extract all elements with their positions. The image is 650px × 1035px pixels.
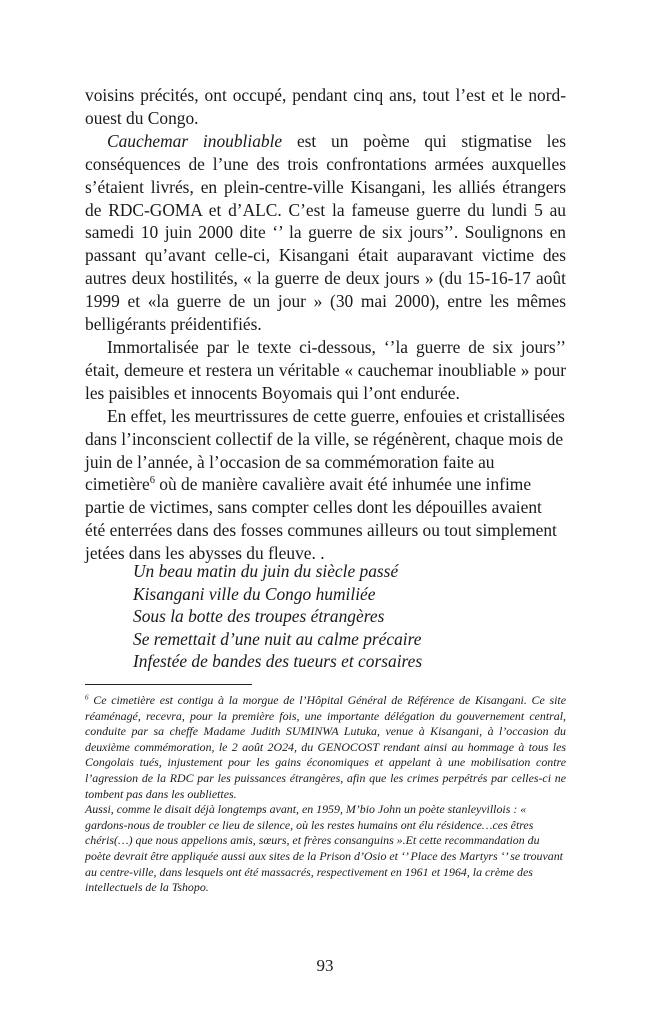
poem-excerpt <box>133 560 422 673</box>
poem-line: Kisangani ville du Congo humiliée <box>133 583 376 604</box>
paragraph-4 <box>85 405 566 565</box>
footnote <box>85 693 566 896</box>
footnote-paragraph-2: Aussi, comme le disait déjà longtemps avant, en 1959, M’bio John un poète stanleyvillois : « gardons-nous de troubler ce lieu de silence, où les restes humains ont élu résidence…ces êtres chéris(…) que nous appelions amis, sœurs, et frères consanguins ».Et cette recommandation du poète devrait être appliquée aussi aux sites de la Prison d’Osio et ‘’ Place des Martyrs ‘’ se trouvant au centre-ville, dans lesquels ont été massacrés, respectivement en 1961 et 1964, la crème des intellectuels de la Tshopo. <box>85 802 563 895</box>
footnote-reference: 6 <box>149 475 155 487</box>
poem-line: Sous la botte des troupes étrangères <box>133 606 385 627</box>
footnote-separator <box>85 684 252 685</box>
poem-line: Un beau matin du juin du siècle passé <box>133 561 399 581</box>
page-number: 93 <box>316 956 334 975</box>
poem-line: Se remettait d’une nuit au calme précaire <box>133 628 422 649</box>
paragraph-2 <box>85 130 566 336</box>
paragraph-1: voisins précités, ont occupé, pendant cinq ans, tout l’est et le nord-ouest du Congo. <box>85 85 566 128</box>
footnote-text-1: Ce cimetière est contigu à la morgue de l’Hôpital Général de Référence de Kisangani. Ce site réaménagé, recevra, pour la première fois, une importante délégation du gouvernement central, conduite par sa cheffe Madame Judith SUMINWA Lutuka, venue à Kisangani, à l’occasion du deuxième commémoration, le 2 août 2O24, du GENOCOST rendant ainsi au hommage à tous les Congolais tués, injustement pour les gains économiques et appelant à une mobilisation contre l’agression de la RDC par les puissances étrangères, afin que les crimes perpétrés par celles-ci ne tombent pas dans les oubliettes. <box>85 693 566 801</box>
paragraph-4-text-a: En effet, les meurtrissures de cette guerre, enfouies et cristallisées dans l’inconscient collectif de la ville, se régénèrent, chaque mois de juin de l’année, à l’occasion de sa commémoration faite au cimetière <box>85 405 565 495</box>
main-text <box>85 84 566 565</box>
footnote-number: 6 <box>85 693 89 702</box>
paragraph-2-text: est un poème qui stigmatise les conséquences de l’une des trois confrontations armées auxquelles s’étaient livrés, en plein-centre-ville Kisangani, les alliés étrangers de RDC-GOMA et d’ALC. C’est la fameuse guerre du lundi 5 au samedi 10 juin 2000 dite ‘’ la guerre de six jours’’. Soulignons en passant qu’avant celle-ci, Kisangani était auparavant victime des autres deux hostilités, « la guerre de deux jours » (du 15-16-17 août 1999 et «la guerre de un jour » (30 mai 2000), entre les mêmes belligérants préidentifiés. <box>85 130 566 335</box>
poem-title-reference: Cauchemar inoubliable <box>107 130 283 151</box>
paragraph-3: Immortalisée par le texte ci-dessous, ‘’la guerre de six jours’’ était, demeure et restera un véritable « cauchemar inoubliable » pour les paisibles et innocents Boyomais qui l’ont endurée. <box>85 336 566 403</box>
poem-line: Infestée de bandes des tueurs et corsaires <box>133 651 423 672</box>
paragraph-4-text-b: où de manière cavalière avait été inhumée une infime partie de victimes, sans compter celles dont les dépouilles avaient été enterrées dans des fosses communes ailleurs ou tout simplement jetées dans les abysses du fleuve. . <box>85 474 557 564</box>
footnote-paragraph-1 <box>85 693 566 802</box>
